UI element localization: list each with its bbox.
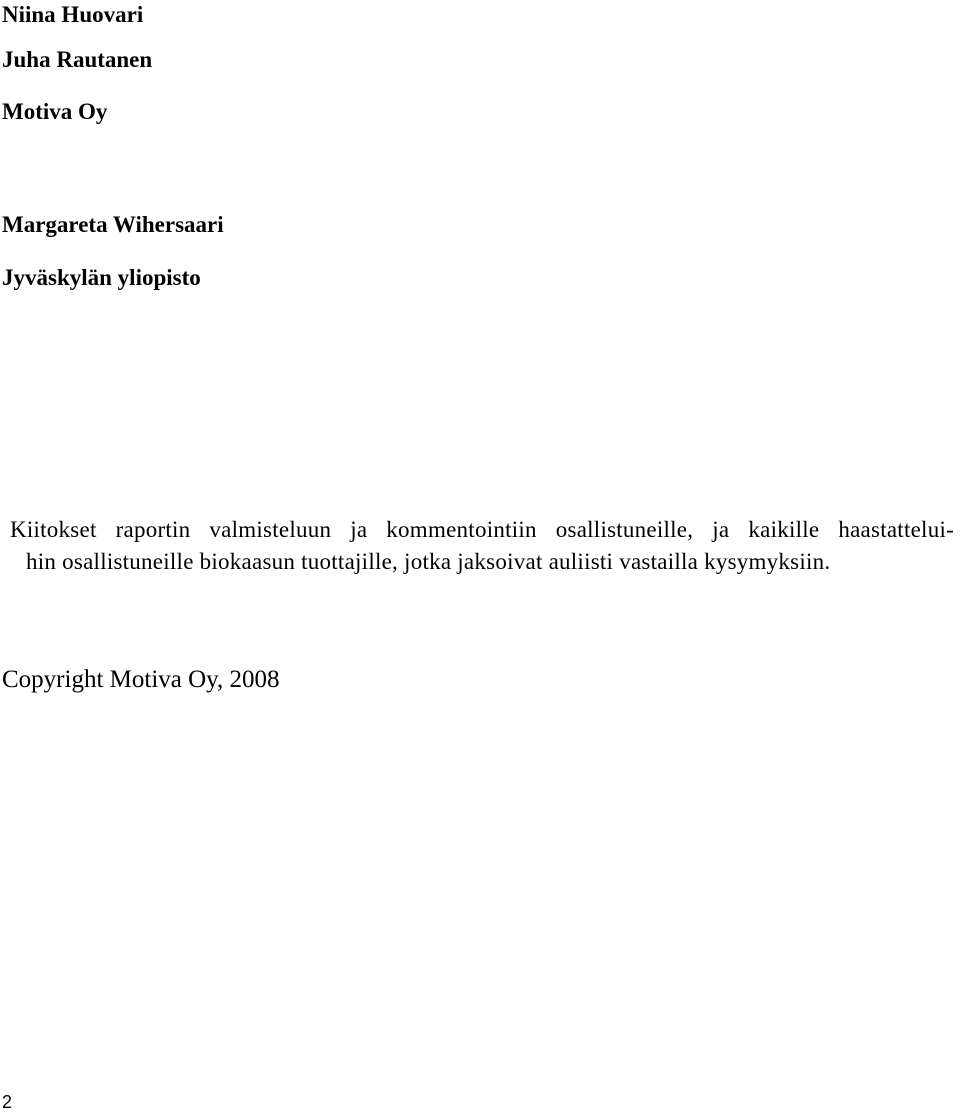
acknowledgement-paragraph (2, 514, 954, 578)
acknowledgement-line: hin osallistuneille biokaasun tuottajille, jotka jaksoivat auliisti vastailla kysymyksiin. (26, 549, 831, 574)
author-name: Margareta Wihersaari (2, 212, 224, 237)
author-name: Juha Rautanen (2, 47, 153, 72)
author-organization: Motiva Oy (2, 99, 108, 124)
author-organization: Jyväskylän yliopisto (2, 265, 201, 290)
page-number: 2 (2, 1092, 13, 1112)
author-name: Niina Huovari (2, 2, 144, 27)
acknowledgement-line: Kiitokset raportin valmisteluun ja kommentointiin osallistuneille, ja kaikille haastattelui- (10, 517, 954, 542)
copyright-notice: Copyright Motiva Oy, 2008 (2, 666, 280, 693)
